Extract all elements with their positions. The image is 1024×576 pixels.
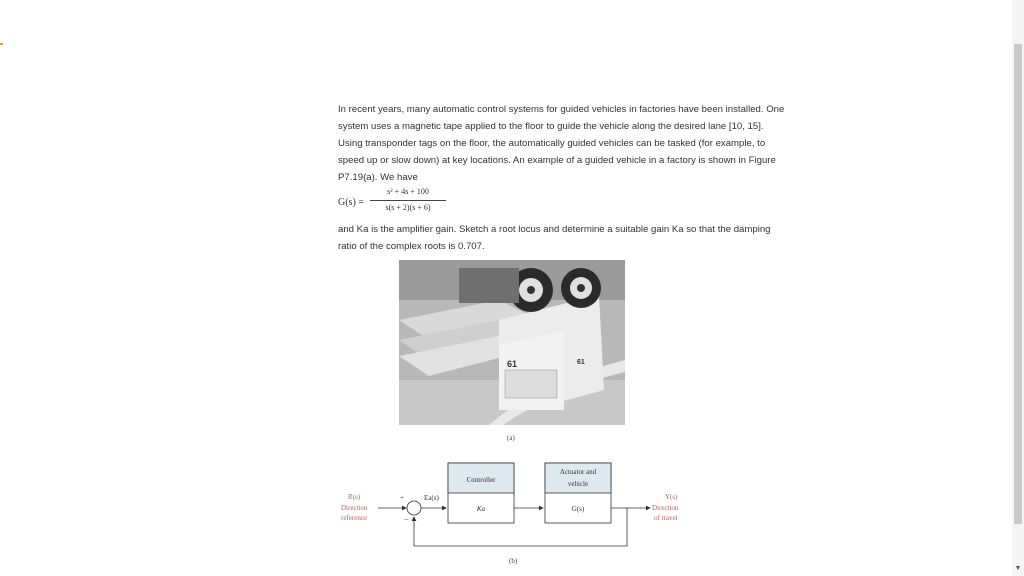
minus-sign: − — [404, 515, 409, 524]
actuator-title-line2: vehicle — [567, 480, 589, 488]
summing-junction — [407, 501, 421, 515]
problem-paragraph-2: and Ka is the amplifier gain. Sketch a root locus and determine a suitable gain Ka so that the damping ratio of the complex roots is 0.707. — [338, 224, 771, 252]
equation-numerator: s² + 4s + 100 — [387, 187, 429, 196]
photo-number-label: 61 — [507, 359, 518, 369]
guided-vehicle-photo — [399, 260, 625, 425]
scroll-down-arrow-icon[interactable]: ▼ — [1014, 565, 1022, 572]
equation-denominator: s(s + 2)(s + 6) — [385, 203, 431, 212]
controller-gain: Ka — [476, 505, 486, 513]
input-label-direction: Direction — [341, 504, 368, 512]
controller-title: Controller — [466, 476, 496, 484]
block-diagram — [336, 458, 696, 558]
output-label-direction: Direction — [652, 504, 679, 512]
scrollbar-thumb[interactable] — [1014, 44, 1022, 524]
figure-caption-b: (b) — [509, 557, 518, 565]
orange-marker — [0, 43, 3, 45]
plant-transfer-function: G(s) — [571, 505, 585, 513]
input-label-reference: reference — [341, 514, 368, 522]
actuator-title-line1: Actuator and — [559, 468, 597, 476]
output-symbol: Y(s) — [665, 493, 678, 501]
fraction-bar — [370, 200, 446, 201]
photo-number-label: 61 — [577, 359, 585, 366]
plus-sign: + — [400, 494, 404, 502]
vertical-scrollbar[interactable] — [1012, 0, 1024, 576]
input-symbol: R(s) — [348, 493, 361, 501]
output-label-travel: of travel — [654, 514, 678, 522]
figure-caption-a: (a) — [507, 434, 515, 442]
equation-lhs: G(s) = — [338, 197, 364, 208]
problem-paragraph-1: In recent years, many automatic control systems for guided vehicles in factories have been installed. One system uses a magnetic tape applied to the floor to guide the vehicle along the desired lane [10, 15]. Using transponder tags on the floor, the automatically guided vehicles can be tasked (for example, to speed up or slow down) at key locations. An example of a guided vehicle in a factory is shown in Figure P7.19(a). We have — [338, 104, 785, 183]
error-label: Ea(s) — [424, 494, 439, 502]
